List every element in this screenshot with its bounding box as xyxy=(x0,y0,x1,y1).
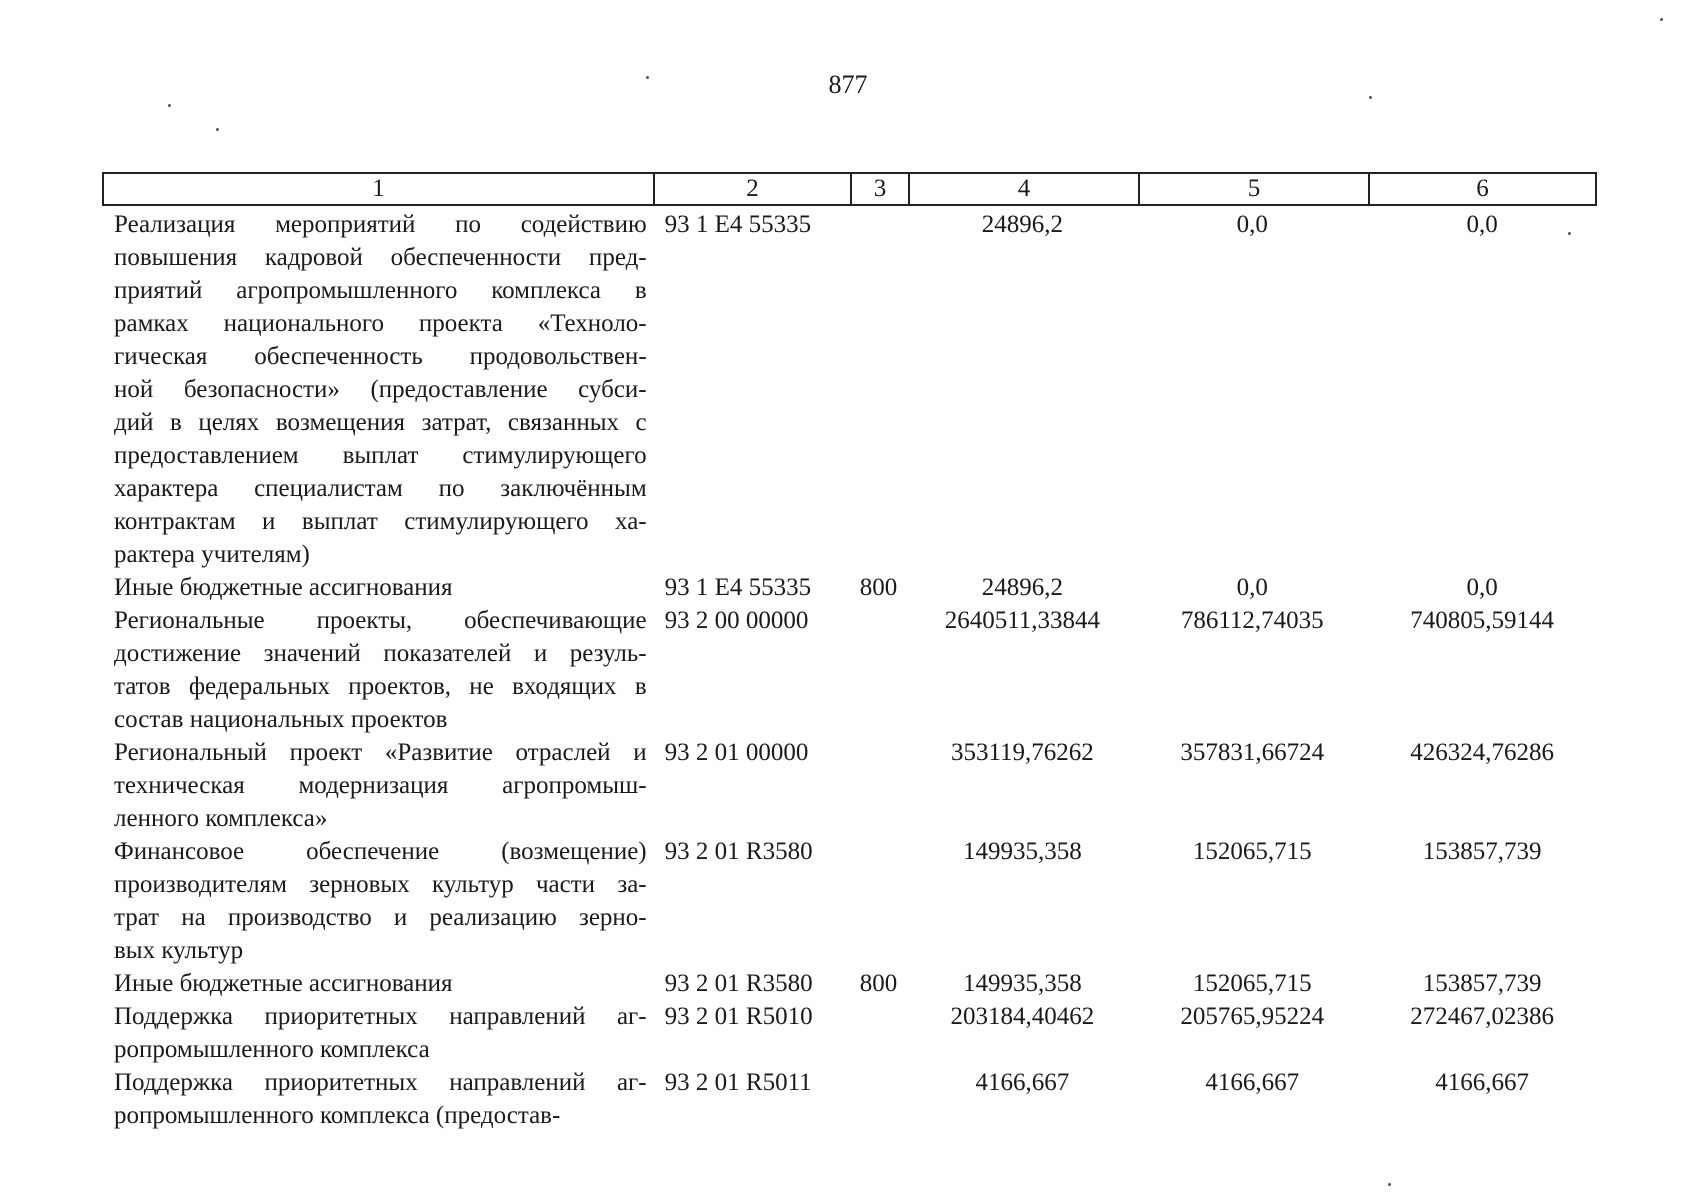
row-description xyxy=(114,1066,647,1132)
table-row xyxy=(102,736,1597,835)
header-col-5: 5 xyxy=(1140,174,1370,204)
table-row xyxy=(102,571,1597,604)
row-value-col6: 153857,739 xyxy=(1422,838,1542,865)
row-value-col4: 2640511,33844 xyxy=(944,607,1101,634)
row-value-col5: 152065,715 xyxy=(1192,970,1312,997)
description-line: состав национальных проектов xyxy=(114,706,448,733)
row-value-col5: 4166,667 xyxy=(1205,1069,1300,1096)
description-line: ленного комплекса» xyxy=(114,805,328,832)
row-expense-type: 800 xyxy=(859,574,898,601)
scan-speck xyxy=(168,104,171,107)
description-line: достижение значений показателей и резуль- xyxy=(114,640,647,667)
row-description xyxy=(114,1000,647,1066)
row-description xyxy=(114,208,647,571)
row-code: 93 2 01 R3580 xyxy=(664,970,813,997)
row-value-col5: 0,0 xyxy=(1236,211,1268,238)
description-line: характера специалистам по заключённым xyxy=(114,475,647,502)
table-header xyxy=(102,172,1597,206)
table-row xyxy=(102,835,1597,967)
description-line: техническая модернизация агропромыш- xyxy=(114,772,647,799)
row-value-col5: 357831,66724 xyxy=(1180,739,1325,766)
header-col-2: 2 xyxy=(655,174,852,204)
row-value-col6: 740805,59144 xyxy=(1410,607,1554,634)
row-expense-type: 800 xyxy=(859,970,898,997)
table-row xyxy=(102,1000,1597,1066)
row-value-col6: 0,0 xyxy=(1466,211,1498,238)
row-description xyxy=(114,835,647,967)
row-value-col6: 153857,739 xyxy=(1422,970,1542,997)
scan-speck xyxy=(216,128,219,131)
row-code: 93 1 E4 55335 xyxy=(664,211,812,238)
description-line: трат на производство и реализацию зерно- xyxy=(114,904,647,931)
row-value-col4: 149935,358 xyxy=(963,838,1082,865)
header-col-4: 4 xyxy=(910,174,1140,204)
scan-speck xyxy=(646,76,649,79)
row-code: 93 2 01 R5011 xyxy=(664,1069,812,1096)
row-code: 93 2 01 00000 xyxy=(664,739,809,766)
table-row xyxy=(102,604,1597,736)
description-line: рактера учителям) xyxy=(114,541,310,568)
row-value-col5: 786112,74035 xyxy=(1180,607,1324,634)
row-value-col6: 4166,667 xyxy=(1435,1069,1529,1096)
description-line: рамках национального проекта «Техноло- xyxy=(114,310,647,337)
row-code: 93 2 00 00000 xyxy=(664,607,809,634)
scan-speck xyxy=(1660,18,1663,21)
description-line: Реализация мероприятий по содействию xyxy=(114,211,647,238)
description-line: Иные бюджетные ассигнования xyxy=(114,970,453,997)
row-description xyxy=(114,967,647,1000)
header-col-6: 6 xyxy=(1476,175,1489,202)
row-value-col6: 0,0 xyxy=(1466,574,1498,601)
description-line: приятий агропромышленного комплекса в xyxy=(114,277,647,304)
description-line: Региональные проекты, обеспечивающие xyxy=(114,607,647,634)
scan-speck xyxy=(1388,1183,1391,1186)
description-line: производителям зерновых культур части за- xyxy=(114,871,647,898)
page-number: 877 xyxy=(828,70,868,99)
row-value-col6: 272467,02386 xyxy=(1410,1003,1554,1030)
description-line: Поддержка приоритетных направлений аг- xyxy=(114,1003,647,1030)
row-value-col5: 205765,95224 xyxy=(1180,1003,1325,1030)
row-value-col4: 203184,40462 xyxy=(950,1003,1095,1030)
row-value-col5: 152065,715 xyxy=(1192,838,1312,865)
header-col-3: 3 xyxy=(852,174,910,204)
table-body xyxy=(102,208,1597,1132)
row-description xyxy=(114,604,647,736)
row-code: 93 2 01 R5010 xyxy=(664,1003,813,1030)
row-value-col4: 24896,2 xyxy=(981,574,1064,601)
description-line: ропромышленного комплекса (предостав- xyxy=(114,1102,561,1129)
description-line: Финансовое обеспечение (возмещение) xyxy=(114,838,647,865)
description-line: Поддержка приоритетных направлений аг- xyxy=(114,1069,647,1096)
row-code: 93 1 E4 55335 xyxy=(664,574,812,601)
row-code: 93 2 01 R3580 xyxy=(664,838,813,865)
description-line: контрактам и выплат стимулирующего ха- xyxy=(114,508,647,535)
scan-speck xyxy=(1568,232,1571,235)
row-value-col6: 426324,76286 xyxy=(1410,739,1554,766)
description-line: повышения кадровой обеспеченности пред- xyxy=(114,244,647,271)
table-row xyxy=(102,1066,1597,1132)
row-value-col4: 4166,667 xyxy=(975,1069,1070,1096)
row-value-col4: 149935,358 xyxy=(963,970,1082,997)
description-line: Иные бюджетные ассигнования xyxy=(114,574,453,601)
row-description xyxy=(114,571,647,604)
header-col-1: 1 xyxy=(104,174,655,204)
table-row xyxy=(102,208,1597,571)
row-value-col5: 0,0 xyxy=(1236,574,1268,601)
description-line: ной безопасности» (предоставление субси- xyxy=(114,376,647,403)
row-description xyxy=(114,736,647,835)
description-line: ропромышленного комплекса xyxy=(114,1036,430,1063)
description-line: дий в целях возмещения затрат, связанных с xyxy=(114,409,647,436)
scan-speck xyxy=(1369,96,1372,99)
description-line: Региональный проект «Развитие отраслей и xyxy=(114,739,647,766)
description-line: татов федеральных проектов, не входящих в xyxy=(114,673,647,700)
table-row xyxy=(102,967,1597,1000)
description-line: предоставлением выплат стимулирующего xyxy=(114,442,647,469)
description-line: вых культур xyxy=(114,937,244,964)
row-value-col4: 353119,76262 xyxy=(950,739,1094,766)
row-value-col4: 24896,2 xyxy=(981,211,1064,238)
description-line: гическая обеспеченность продовольствен- xyxy=(114,343,647,370)
